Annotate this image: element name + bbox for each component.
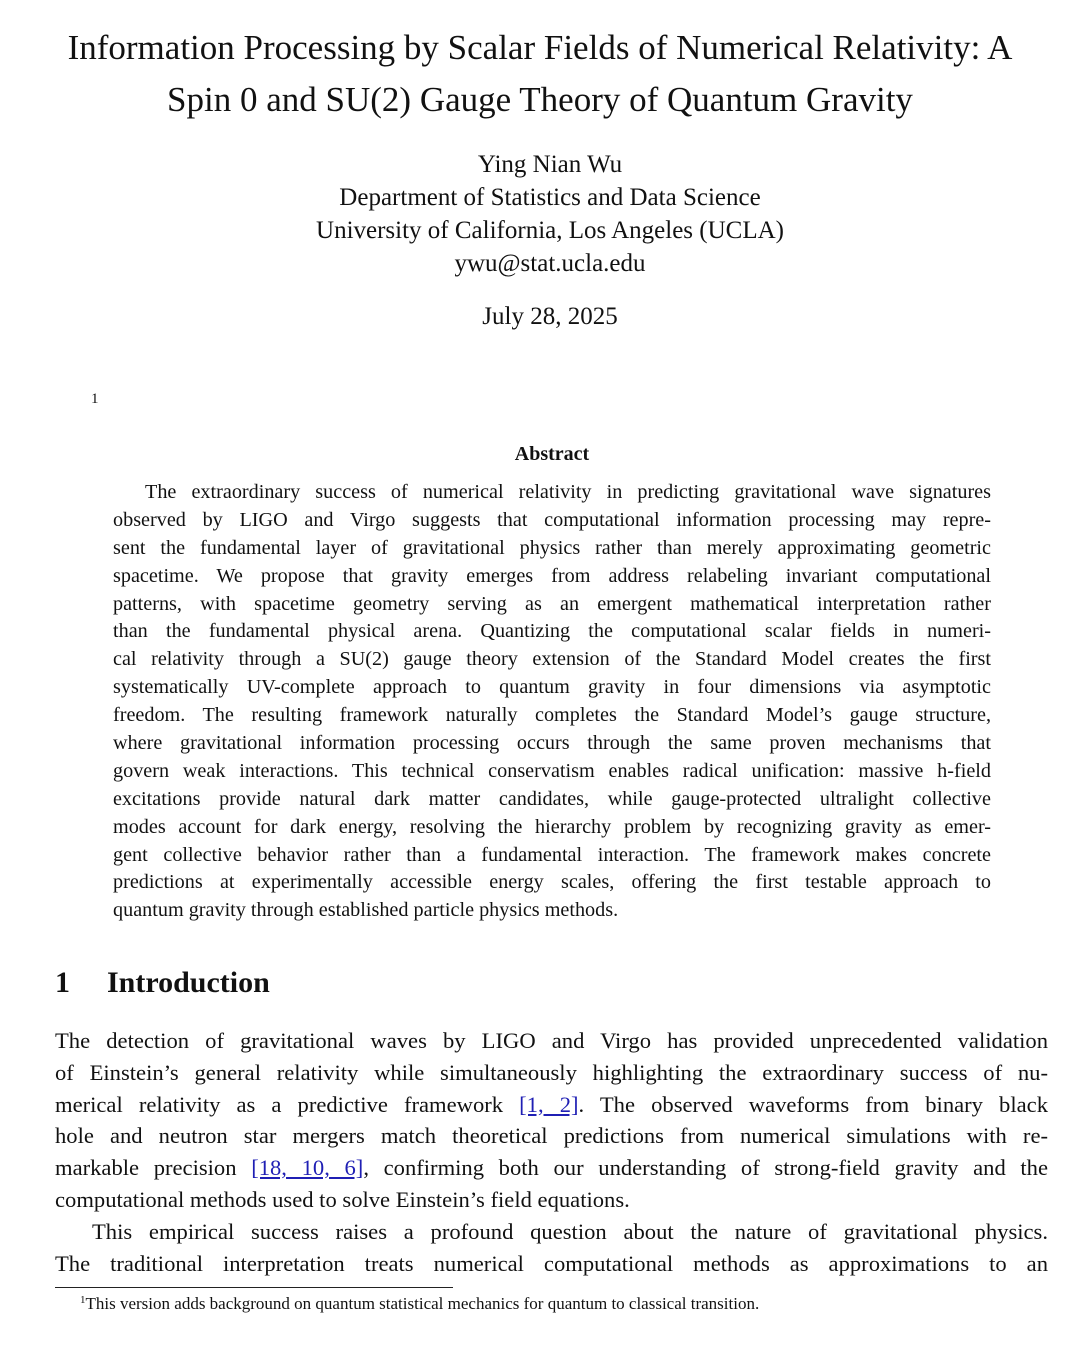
abstract-line: quantum gravity through established particle physics methods. — [113, 899, 619, 922]
footnote-text: This version adds background on quantum statistical mechanics for quantum to classical transition. — [85, 1294, 760, 1313]
section-title: Introduction — [107, 966, 270, 999]
intro-line — [55, 1152, 1048, 1184]
intro-line: The traditional interpretation treats numerical computational methods as approximations to an — [55, 1250, 1048, 1276]
abstract-line: sent the fundamental layer of gravitational physics rather than merely approximating geometric — [113, 536, 991, 559]
abstract-line: modes account for dark energy, resolving the hierarchy problem by recognizing gravity as emer- — [113, 815, 991, 838]
abstract-line: The extraordinary success of numerical relativity in predicting gravitational wave signatures — [145, 481, 991, 503]
author-department: Department of Statistics and Data Science — [339, 184, 761, 211]
footnote-mark: 1 — [80, 1294, 86, 1306]
section-heading-introduction — [55, 963, 270, 1003]
title-line-1: Information Processing by Scalar Fields of Numerical Relativity: A — [67, 28, 1013, 67]
abstract-line: excitations provide natural dark matter candidates, while gauge-protected ultralight collective — [113, 787, 991, 810]
introduction-body — [55, 1025, 1048, 1279]
abstract-line: where gravitational information processing occurs through the same proven mechanisms that — [113, 732, 991, 755]
abstract-line: than the fundamental physical arena. Quantizing the computational scalar fields in numeri- — [113, 620, 991, 643]
author-institution: University of California, Los Angeles (UCLA) — [316, 217, 784, 244]
author-block — [0, 148, 1080, 280]
section-number: 1 — [55, 966, 70, 999]
author-name: Ying Nian Wu — [477, 151, 623, 178]
title-line-2: Spin 0 and SU(2) Gauge Theory of Quantum Gravity — [167, 80, 913, 119]
abstract-line: freedom. The resulting framework naturally completes the Standard Model’s gauge structure, — [113, 704, 991, 727]
abstract-line: patterns, with spacetime geometry serving as an emergent mathematical interpretation rather — [113, 592, 991, 615]
footnote — [80, 1293, 759, 1315]
abstract-line: observed by LIGO and Virgo suggests that computational information processing may repre- — [113, 508, 991, 531]
intro-text: , confirming both our understanding of strong-field gravity and the — [363, 1155, 1048, 1181]
abstract-line: spacetime. We propose that gravity emerges from address relabeling invariant computational — [113, 564, 991, 587]
intro-text: merical relativity as a predictive framework — [55, 1091, 520, 1117]
author-email: ywu@stat.ucla.edu — [454, 250, 646, 277]
title-footnote-mark: 1 — [91, 391, 99, 407]
intro-line: The detection of gravitational waves by LIGO and Virgo has provided unprecedented validation — [55, 1028, 1048, 1053]
intro-line: hole and neutron star mergers match theoretical predictions from numerical simulations with re- — [55, 1123, 1048, 1149]
paper-date: July 28, 2025 — [482, 303, 618, 330]
intro-text: . The observed waveforms from binary black — [578, 1091, 1048, 1117]
abstract-line: gent collective behavior rather than a fundamental interaction. The framework makes concrete — [113, 843, 991, 866]
abstract-line: systematically UV-complete approach to quantum gravity in four dimensions via asymptotic — [113, 676, 991, 699]
citation-link-1-2[interactable]: [1, 2] — [519, 1091, 579, 1117]
intro-line — [55, 1089, 1048, 1121]
citation-link-18-10-6[interactable]: [18, 10, 6] — [251, 1155, 364, 1181]
footnote-divider — [55, 1287, 453, 1288]
paper-title — [0, 22, 1080, 126]
abstract-heading: Abstract — [514, 443, 590, 465]
intro-line: This empirical success raises a profound question about the nature of gravitational physics. — [92, 1218, 1048, 1244]
abstract-line: cal relativity through a SU(2) gauge theory extension of the Standard Model creates the first — [113, 648, 991, 671]
abstract-body — [113, 479, 991, 925]
abstract-line: govern weak interactions. This technical conservatism enables radical unification: massive h-field — [113, 759, 991, 782]
intro-line: of Einstein’s general relativity while simultaneously highlighting the extraordinary success of nu- — [55, 1059, 1048, 1085]
abstract-line: predictions at experimentally accessible energy scales, offering the first testable approach to — [113, 871, 991, 894]
intro-text: markable precision — [55, 1155, 252, 1181]
intro-line: computational methods used to solve Einstein’s field equations. — [55, 1186, 630, 1212]
